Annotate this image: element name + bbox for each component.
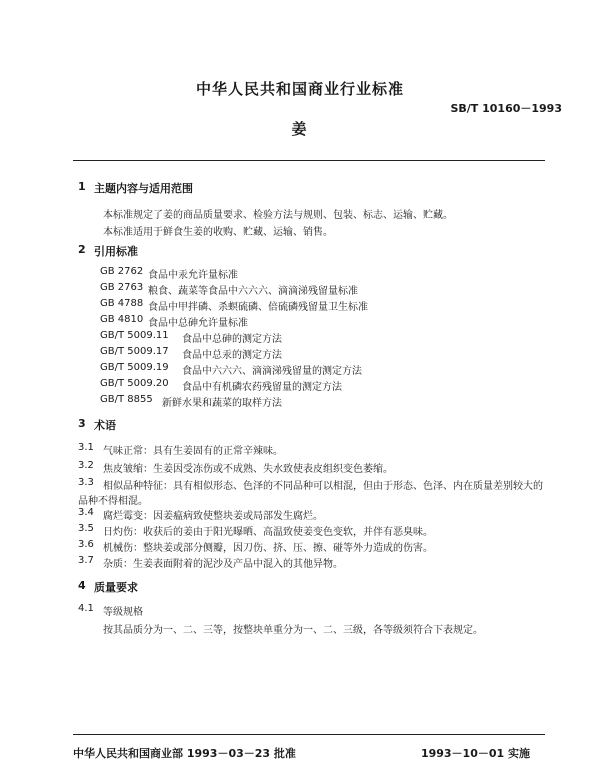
reference-name: 食品中总砷允许量标准: [148, 318, 248, 329]
term-definition: 相似品种特征：具有相似形态、色泽的不同品种可以相混，但由于形态、色泽、内在质量差别较大的: [103, 481, 543, 492]
section-4-heading: 质量要求: [94, 581, 138, 594]
section-3-heading: 术语: [94, 419, 116, 432]
reference-name: 食品中有机磷农药残留量的测定方法: [182, 382, 342, 393]
term-number: 3.7: [78, 555, 94, 566]
section-3-number: 3: [78, 417, 86, 430]
term-definition: 机械伤：整块姜或部分侧瓣，因刀伤、挤、压、擦、碰等外力造成的伤害。: [103, 543, 433, 554]
term-number: 3.3: [78, 477, 94, 488]
term-number: 3.4: [78, 507, 94, 518]
section-1-number: 1: [78, 180, 86, 193]
effective-date-line: 1993－10－01 实施: [420, 747, 530, 760]
reference-name: 食品中总砷的测定方法: [182, 334, 282, 345]
document-title: 姜: [291, 120, 309, 138]
reference-name: 食品中总汞的测定方法: [182, 350, 282, 361]
footer-rule: [73, 734, 545, 735]
reference-code: GB 2763: [100, 282, 144, 293]
reference-name: 粮食、蔬菜等食品中六六六、滴滴涕残留量标准: [148, 286, 358, 297]
section-2-heading: 引用标准: [94, 245, 138, 258]
reference-name: 食品中甲拌磷、杀螟硫磷、倍硫磷残留量卫生标准: [148, 302, 368, 313]
term-number: 3.2: [78, 460, 94, 471]
reference-code: GB/T 5009.11: [100, 330, 169, 341]
section-1-paragraph-1: 本标准规定了姜的商品质量要求、检验方法与规则、包装、标志、运输、贮藏。: [103, 210, 453, 221]
section-1-heading: 主题内容与适用范围: [94, 182, 193, 195]
reference-name: 食品中六六六、滴滴涕残留量的测定方法: [182, 366, 362, 377]
reference-name: 食品中汞允许量标准: [148, 270, 238, 281]
term-definition-continuation: 品种不得相混。: [78, 496, 148, 507]
term-number: 3.6: [78, 539, 94, 550]
term-number: 3.1: [78, 442, 94, 453]
reference-code: GB 4810: [100, 314, 144, 325]
reference-code: GB 2762: [100, 266, 144, 277]
subsection-number: 4.1: [78, 603, 94, 614]
reference-code: GB 4788: [100, 298, 144, 309]
term-definition: 日灼伤：收获后的姜由于阳光曝晒、高温致使姜变色变软，并伴有恶臭味。: [103, 527, 433, 538]
reference-code: GB/T 8855: [100, 394, 153, 405]
section-1-paragraph-2: 本标准适用于鲜食生姜的收购、贮藏、运输、销售。: [103, 227, 333, 238]
term-definition: 气味正常：具有生姜固有的正常辛辣味。: [103, 446, 283, 457]
term-definition: 杂质：生姜表面附着的泥沙及产品中混入的其他异物。: [103, 559, 343, 570]
term-definition: 腐烂霉变：因姜瘟病致使整块姜或局部发生腐烂。: [103, 511, 323, 522]
reference-name: 新鲜水果和蔬菜的取样方法: [162, 398, 282, 409]
standard-code: SB/T 10160－1993: [450, 102, 562, 115]
reference-code: GB/T 5009.20: [100, 378, 169, 389]
subsection-title: 等级规格: [103, 607, 143, 618]
term-definition: 焦皮皱缩：生姜因受冻伤或不成熟、失水致使表皮组织变色萎缩。: [103, 464, 393, 475]
section-4-paragraph: 按其品质分为一、二、三等，按整块单重分为一、二、三级，各等级须符合下表规定。: [103, 625, 483, 636]
section-2-number: 2: [78, 243, 86, 256]
section-4-number: 4: [78, 579, 86, 592]
reference-code: GB/T 5009.17: [100, 346, 169, 357]
approval-line: 中华人民共和国商业部 1993－03－23 批准: [73, 747, 296, 760]
issuing-authority-title: 中华人民共和国商业行业标准: [195, 80, 404, 98]
header-rule: [73, 160, 545, 161]
reference-code: GB/T 5009.19: [100, 362, 169, 373]
term-number: 3.5: [78, 523, 94, 534]
